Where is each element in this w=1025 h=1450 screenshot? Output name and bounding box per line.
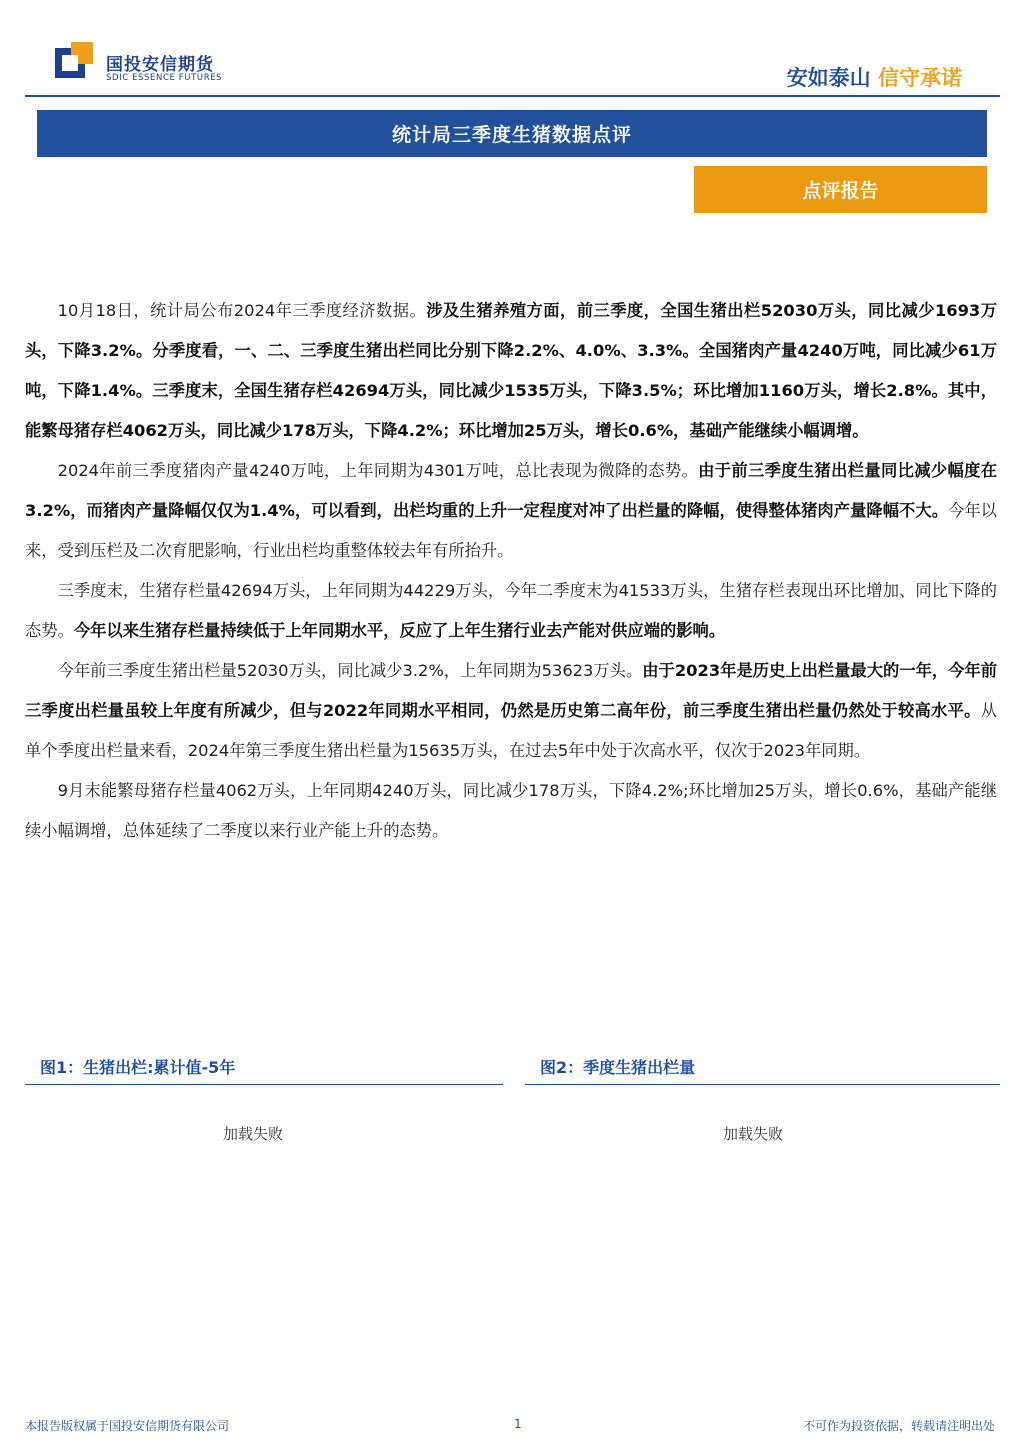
header-divider <box>25 95 1000 97</box>
report-title: 统计局三季度生猪数据点评 <box>37 110 987 157</box>
paragraph-5 <box>25 771 997 851</box>
text-run: 由于2023年是历史上出栏量最大的一年，今年前三季度出栏量虽较上年度有所减少，但与2022年同期水平相同，仍然是历史第二高年份，前三季度生猪出栏量仍然处于较高水平。 <box>25 661 997 720</box>
text-run: 9月末能繁母猪存栏量4062万头，上年同期4240万头，同比减少178万头，下降4.2%;环比增加25万头，增长0.6%，基础产能继续小幅调增，总体延续了二季度以来行业产能上升的态势。 <box>25 781 997 840</box>
text-run: 今年前三季度生猪出栏量52030万头，同比减少3.2%，上年同期为53623万头。 <box>57 661 643 680</box>
text-run: 三季度末，生猪存栏量42694万头，上年同期为44229万头，今年二季度末为41533万头，生猪存栏表现出环比增加、同比下降的态势。 <box>25 581 997 640</box>
paragraph-1 <box>25 291 997 451</box>
footer-copyright: 本报告版权属于国投安信期货有限公司 <box>25 1419 230 1433</box>
footer-page-number: 1 <box>514 1417 522 1431</box>
figure-2-load-failed: 加载失败 <box>723 1125 784 1143</box>
figure-1-load-failed: 加载失败 <box>223 1125 284 1143</box>
company-logo-icon <box>55 42 101 82</box>
company-name-cn: 国投安信期货 <box>106 55 214 75</box>
footer-disclaimer: 不可作为投资依据，转载请注明出处 <box>802 1419 995 1433</box>
text-run: 今年以来，受到压栏及二次育肥影响，行业出栏均重整体较去年有所抬升。 <box>25 501 997 560</box>
slogan-part-2: 信守承诺 <box>878 66 962 90</box>
text-run: 10月18日，统计局公布2024年三季度经济数据。 <box>57 301 427 320</box>
text-run: 由于前三季度生猪出栏量同比减少幅度在3.2%，而猪肉产量降幅仅仅为1.4%，可以看到，出栏均重的上升一定程度对冲了出栏量的降幅，使得整体猪肉产量降幅不大。 <box>25 461 997 520</box>
report-body <box>25 291 997 851</box>
report-type-badge: 点评报告 <box>694 166 987 213</box>
figure-1-divider <box>25 1084 503 1085</box>
figure-2-divider <box>525 1084 1000 1085</box>
company-name-en: SDIC ESSENCE FUTURES <box>106 73 223 83</box>
slogan <box>787 62 962 92</box>
figure-2-title: 图2：季度生猪出栏量 <box>540 1058 696 1077</box>
paragraph-4 <box>25 651 997 771</box>
figure-1-title: 图1：生猪出栏:累计值-5年 <box>40 1058 236 1077</box>
text-run: 涉及生猪养殖方面，前三季度，全国生猪出栏52030万头，同比减少1693万头，下降3.2%。分季度看，一、二、三季度生猪出栏同比分别下降2.2%、4.0%、3.3%。全国猪肉产量4240万吨，同比减少61万吨，下降1.4%。三季度末，全国生猪存栏42694万头，同比减少1535万头，下降3.5%；环比增加1160万头，增长2.8%。其中，能繁母猪存栏4062万头，同比减少178万头，下降4.2%；环比增加25万头，增长0.6%，基础产能继续小幅调增。 <box>25 301 997 440</box>
text-run: 从单个季度出栏量来看，2024年第三季度生猪出栏量为15635万头，在过去5年中处于次高水平，仅次于2023年同期。 <box>25 701 997 760</box>
slogan-part-1: 安如泰山 <box>786 66 871 90</box>
text-run: 2024年前三季度猪肉产量4240万吨，上年同期为4301万吨，总比表现为微降的态势。 <box>57 461 699 480</box>
text-run: 今年以来生猪存栏量持续低于上年同期水平，反应了上年生猪行业去产能对供应端的影响。 <box>73 621 726 640</box>
paragraph-2 <box>25 451 997 571</box>
paragraph-3 <box>25 571 997 651</box>
